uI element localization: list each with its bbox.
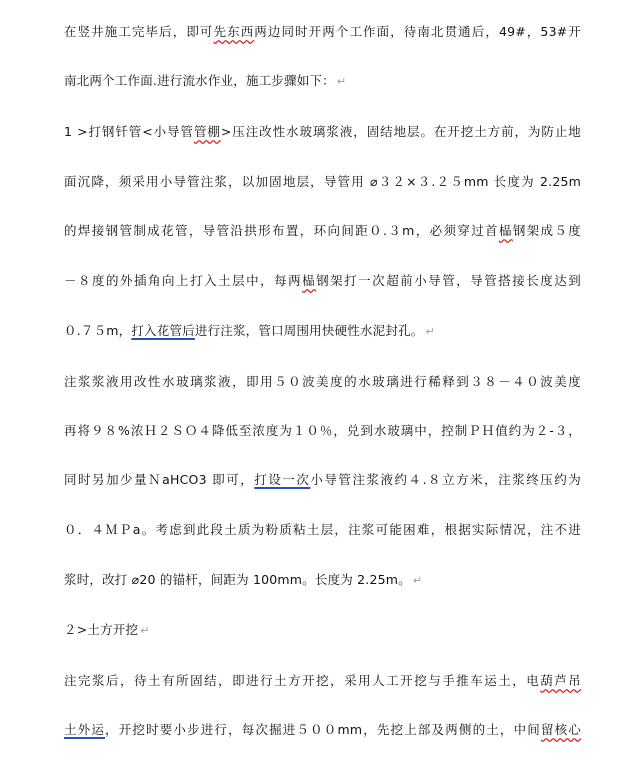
underlined-text: 土外运 [64,722,106,737]
text-segment: 1 >打钢钎管<小导管 [64,124,194,139]
text-segment: 再将９８%浓Ｈ２ＳＯ４降低至浓度为１０％，兑到水玻璃中，控制ＰＨ值约为２-３， [64,423,581,438]
text-line [64,722,581,738]
text-line [64,323,581,340]
paragraph-mark-icon: ↵ [336,75,347,88]
text-line [64,124,581,140]
text-segment: 注浆浆液用改性水玻璃浆液，即用５０波美度的水玻璃进行稀释到３８－４０波美度 [64,374,581,389]
paragraph-mark-icon: ↵ [425,325,435,338]
spelling-flag: 管棚 [193,124,221,139]
text-line [64,374,581,390]
text-line [64,622,581,639]
text-line [64,24,581,40]
text-segment: ２>土方开挖 [64,622,139,637]
text-line [64,73,581,90]
underlined-text: 打入花管后 [131,323,195,338]
text-segment: 钢架打一次超前小导管，导管搭接长度达到 [316,273,581,288]
text-segment: 小导管注浆液约４.８立方米，注浆终压约为 [310,472,581,487]
spelling-flag: 留核心 [540,722,581,737]
text-segment: 注完浆后，待土有所固结，即进行土方开挖，采用人工开挖与手推车运土，电 [64,673,541,688]
text-segment: 浆时，改打 ⌀20 的锚杆，间距为 100mm。长度为 2.25m。 [64,572,411,587]
text-segment: 的焊接钢管制成花管，导管沿拱形布置，环向间距０.３m，必须穿过首 [64,223,499,238]
text-segment: 面沉降，须采用小导管注浆，以加固地层，导管用 ⌀３２×３.２５mm 长度为 2.25m [64,174,581,189]
spelling-flag: 先东西 [213,24,255,39]
spelling-flag: 榀 [498,223,513,238]
text-line [64,673,581,689]
text-line [64,423,581,439]
text-segment: 在竖井施工完毕后，即可 [64,24,214,39]
text-segment: 两边同时开两个工作面，待南北贯通后，49#，53#开 [254,24,581,39]
text-segment: ，开挖时要小步进行，每次掘进５００mm，先挖上部及两侧的土，中间 [105,722,541,737]
text-segment: 同时另加少量ＮaHCO3 即可， [64,472,255,487]
text-line [64,223,581,239]
text-line [64,472,581,488]
text-segment: 南北两个工作面.进行流水作业，施工步骤如下： [64,73,335,88]
text-segment: ０.７５m， [64,323,132,338]
text-line [64,273,581,289]
text-line [64,572,581,589]
paragraph-mark-icon: ↵ [412,574,423,587]
text-segment: 进行注浆，管口周围用快硬性水泥封孔。 [194,323,424,338]
underlined-text: 打设一次 [254,472,311,487]
text-line [64,522,581,538]
text-segment: －８度的外插角向上打入土层中，每两 [64,273,303,288]
text-line [64,174,581,190]
paragraph-mark-icon: ↵ [140,624,150,637]
spelling-flag: 榀 [302,273,317,288]
text-segment: >压注改性水玻璃浆液，固结地层。在开挖土方前，为防止地 [220,124,582,139]
spelling-flag: 葫芦吊 [540,673,581,688]
text-segment: 钢架成５度 [512,223,581,238]
text-segment: ０．４ＭＰa。考虑到此段土质为粉质粘土层，注浆可能困难，根据实际情况，注不进 [64,522,581,537]
